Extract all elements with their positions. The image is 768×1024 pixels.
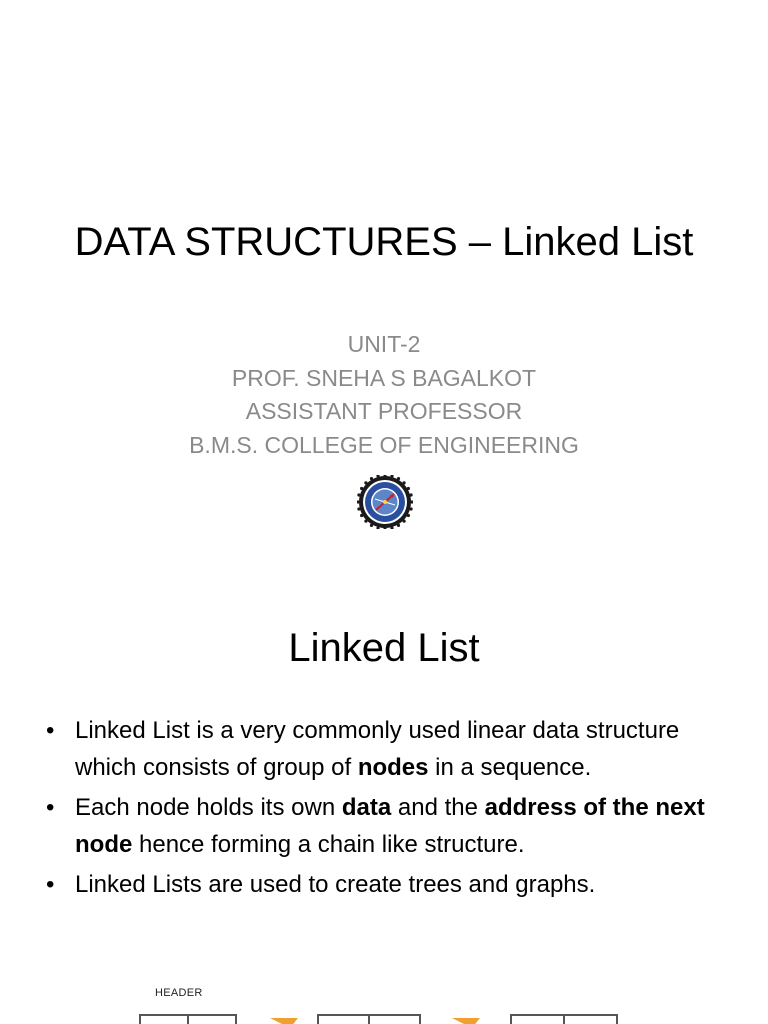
slide-subtitle	[0, 328, 768, 462]
bullet-item	[44, 713, 734, 786]
bullet-text: hence forming a chain like structure.	[132, 830, 525, 858]
bullet-item	[44, 790, 734, 863]
bullet-text: Linked Lists are used to create trees and graphs.	[75, 871, 596, 898]
node-1	[140, 1015, 236, 1024]
section-title: Linked List	[288, 626, 480, 670]
node-2	[318, 1015, 420, 1024]
slide-title: DATA STRUCTURES – Linked List	[74, 220, 694, 264]
bullet-text: and the	[391, 794, 485, 821]
bullet-emphasis: nodes	[357, 753, 429, 781]
bullet-text: Linked List is a very commonly used linear data structure which consists of group of	[75, 717, 680, 781]
subtitle-designation: ASSISTANT PROFESSOR	[245, 398, 523, 424]
subtitle-unit: UNIT-2	[347, 331, 421, 357]
bullet-list	[44, 713, 734, 908]
subtitle-college: B.M.S. COLLEGE OF ENGINEERING	[189, 431, 579, 458]
college-emblem-icon	[357, 475, 413, 529]
bullet-dot: •	[46, 794, 55, 821]
bullet-emphasis: address of the next node	[75, 794, 705, 858]
node-3	[511, 1015, 617, 1024]
arrow-icon	[452, 1018, 480, 1024]
bullet-text: in a sequence.	[428, 753, 592, 781]
linked-list-diagram	[0, 980, 768, 1024]
subtitle-professor-name: PROF. SNEHA S BAGALKOT	[231, 364, 537, 391]
bullet-text: Each node holds its own	[75, 794, 342, 821]
bullet-dot: •	[46, 717, 55, 744]
bullet-dot: •	[46, 871, 55, 898]
diagram-header-label: HEADER	[155, 987, 203, 999]
bullet-emphasis: data	[341, 794, 392, 821]
bullet-item	[44, 867, 734, 904]
arrow-icon	[270, 1018, 298, 1024]
